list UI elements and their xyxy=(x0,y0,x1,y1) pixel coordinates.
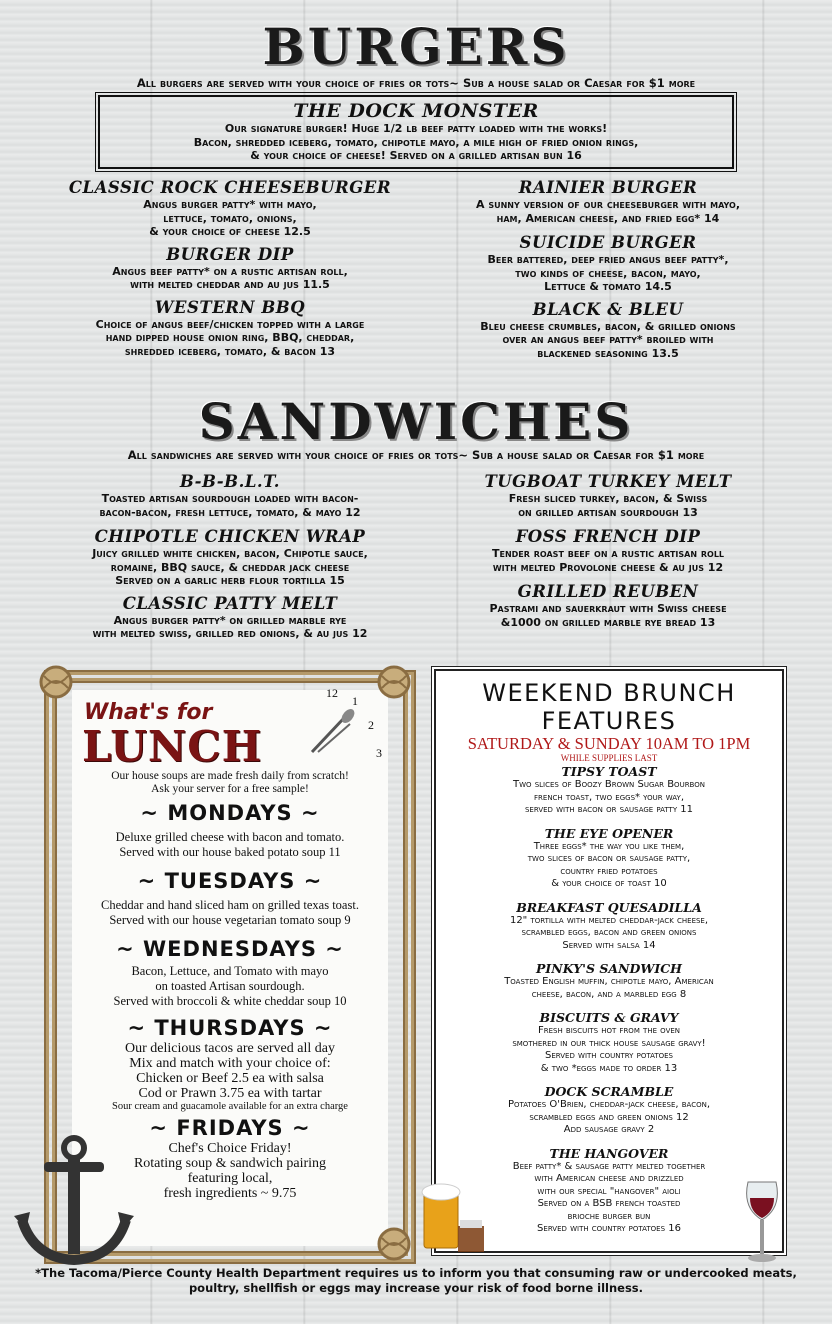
item-desc: two kinds of cheese, bacon, mayo, xyxy=(515,266,701,280)
item-name: THE HANGOVER xyxy=(549,1145,669,1161)
menu-item xyxy=(428,472,788,519)
item-desc: cheese, bacon, and a marbled egg 8 xyxy=(531,988,687,1000)
item-name: B-B-B.L.T. xyxy=(179,472,281,491)
day-monday: ~ MONDAYS ~ xyxy=(140,801,320,825)
item-desc: served with bacon or sausage patty 11 xyxy=(524,804,694,815)
item-name: TIPSY TOAST xyxy=(561,764,657,779)
menu-item xyxy=(40,298,420,359)
item-desc: lettuce, tomato, onions, xyxy=(163,211,297,225)
menu-item xyxy=(428,233,788,294)
item-desc: shredded iceberg, tomato, & bacon 13 xyxy=(124,344,336,358)
item-desc: Three eggs* the way you like them, xyxy=(533,840,685,852)
day-desc: Served with broccoli & white cheddar soup 10 xyxy=(113,994,347,1008)
brunch-schedule: SATURDAY & SUNDAY 10AM TO 1PM xyxy=(467,734,751,753)
item-name: SUICIDE BURGER xyxy=(519,233,697,252)
item-name: CLASSIC ROCK CHEESEBURGER xyxy=(68,178,392,197)
day-desc: Cod or Prawn 3.75 ea with tartar xyxy=(138,1086,322,1101)
item-desc: romaine, BBQ sauce, & cheddar jack cheese xyxy=(110,560,350,574)
item-name: CHIPOTLE CHICKEN WRAP xyxy=(94,527,366,546)
menu-item xyxy=(40,527,420,588)
clock-label: 3 xyxy=(376,746,382,760)
item-desc: Fresh sliced turkey, bacon, & Swiss xyxy=(508,492,708,505)
item-name: BURGER DIP xyxy=(166,244,294,264)
day-wednesday: ~ WEDNESDAYS ~ xyxy=(116,937,344,961)
burgers-title: BURGERS xyxy=(262,17,570,76)
item-desc: over an angus beef patty* broiled with xyxy=(502,333,714,346)
item-desc: Add sausage gravy 2 xyxy=(563,1124,655,1135)
brunch-panel xyxy=(434,669,784,1253)
item-desc: Juicy grilled white chicken, bacon, Chipotle sauce, xyxy=(92,547,368,560)
item-desc: Served with country potatoes xyxy=(545,1050,673,1061)
day-desc: Chef's Choice Friday! xyxy=(168,1141,292,1156)
sandwiches-left-column xyxy=(40,472,420,641)
menu-item xyxy=(436,1084,782,1137)
rope-knot-icon xyxy=(374,662,414,702)
item-desc: with our special "hangover" aioli xyxy=(537,1185,681,1197)
sandwiches-title: SANDWICHES xyxy=(198,392,634,451)
fork-spoon-icon xyxy=(304,708,364,758)
item-desc: Choice of angus beef/chicken topped with a large xyxy=(95,317,365,331)
item-desc: smothered in our thick house sausage gravy! xyxy=(512,1037,706,1049)
day-friday: ~ FRIDAYS ~ xyxy=(149,1116,311,1140)
item-desc: Angus burger patty* with mayo, xyxy=(143,198,317,211)
day-desc: fresh ingredients ~ 9.75 xyxy=(163,1186,297,1201)
clock-label: 1 xyxy=(352,694,358,708)
item-name: DOCK SCRAMBLE xyxy=(544,1084,674,1099)
menu-item xyxy=(428,300,788,361)
day-desc: Our delicious tacos are served all day xyxy=(125,1041,335,1056)
item-desc: bacon-bacon, fresh lettuce, tomato, & mayo 12 xyxy=(99,505,361,519)
item-desc: A sunny version of our cheeseburger with mayo, xyxy=(475,198,741,211)
item-name: WESTERN BBQ xyxy=(154,297,306,317)
menu-item xyxy=(40,245,420,292)
day-note: Sour cream and guacamole available for an extra charge xyxy=(112,1101,348,1112)
burgers-right-column xyxy=(428,178,788,360)
menu-item xyxy=(436,764,782,817)
sandwiches-subtitle: All sandwiches are served with your choice of fries or tots~ Sub a house salad or Caesar for $1 more xyxy=(127,448,705,462)
item-desc: with melted cheddar and au jus 11.5 xyxy=(130,278,330,291)
item-desc: on grilled artisan sourdough 13 xyxy=(518,505,698,519)
menu-item xyxy=(436,1010,782,1075)
day-desc: Served with our house baked potato soup 11 xyxy=(119,845,341,859)
item-desc: Fresh biscuits hot from the oven xyxy=(537,1025,681,1036)
item-desc: Toasted artisan sourdough loaded with bacon- xyxy=(101,492,359,505)
disclaimer-line: *The Tacoma/Pierce County Health Department requires us to inform you that consuming raw or undercooked meats, xyxy=(35,1266,797,1280)
beer-glass-icon xyxy=(418,1176,488,1256)
item-desc: Tender roast beef on a rustic artisan roll xyxy=(491,547,725,560)
item-desc: Beer battered, deep fried angus beef patty*, xyxy=(487,253,729,266)
item-desc: Served on a garlic herb flour tortilla 15 xyxy=(115,574,345,587)
burgers-left-column xyxy=(40,178,420,358)
item-desc: Beef patty* & sausage patty melted together xyxy=(512,1160,706,1172)
day-desc: Rotating soup & sandwich pairing xyxy=(133,1156,327,1171)
day-desc: featuring local, xyxy=(187,1171,273,1186)
item-desc: ham, American cheese, and fried egg* 14 xyxy=(496,211,720,225)
anchor-icon xyxy=(14,1132,134,1272)
lunch-intro: Ask your server for a free sample! xyxy=(151,783,309,795)
menu-item xyxy=(436,961,782,1001)
day-desc: Served with our house vegetarian tomato soup 9 xyxy=(109,913,351,927)
item-desc: french toast, two eggs* your way, xyxy=(534,791,684,803)
item-desc: two slices of bacon or sausage patty, xyxy=(527,853,691,864)
burgers-subtitle: All burgers are served with your choice of fries or tots~ Sub a house salad or Caesar for $1 more xyxy=(136,76,696,90)
menu-item xyxy=(428,527,788,574)
day-desc: Bacon, Lettuce, and Tomato with mayo xyxy=(131,964,329,978)
dock-monster-desc-1: Our signature burger! Huge 1/2 lb beef patty loaded with the works! xyxy=(224,122,608,135)
clock-label: 12 xyxy=(326,686,338,700)
day-desc: Deluxe grilled cheese with bacon and tomato. xyxy=(115,830,345,844)
menu-item xyxy=(40,178,420,239)
item-desc: 12" tortilla with melted cheddar-jack cheese, xyxy=(509,914,709,926)
item-desc: Served with country potatoes 16 xyxy=(537,1223,681,1234)
menu-item xyxy=(428,582,788,629)
dock-monster-name: THE DOCK MONSTER xyxy=(293,100,539,122)
clock-label: 2 xyxy=(368,718,374,732)
item-desc: Served with salsa 14 xyxy=(562,939,656,951)
day-tuesday: ~ TUESDAYS ~ xyxy=(137,869,323,893)
item-name: BLACK & BLEU xyxy=(532,299,684,319)
rope-knot-icon xyxy=(36,662,76,702)
disclaimer-line: poultry, shellfish or eggs may increase your risk of food borne illness. xyxy=(188,1281,644,1295)
item-desc: &1000 on grilled marble rye bread 13 xyxy=(500,615,716,629)
lunch-intro: Our house soups are made fresh daily from scratch! xyxy=(111,770,349,782)
item-desc: Angus burger patty* on grilled marble rye xyxy=(113,613,347,627)
item-desc: country fried potatoes xyxy=(560,865,658,877)
day-thursday: ~ THURSDAYS ~ xyxy=(127,1016,333,1040)
item-name: BISCUITS & GRAVY xyxy=(539,1010,679,1025)
rope-knot-icon xyxy=(374,1224,414,1264)
item-desc: with melted Provolone cheese & au jus 12 xyxy=(492,560,724,574)
item-desc: Toasted English muffin, chipotle mayo, American xyxy=(504,976,714,987)
item-desc: Potatoes O'Brien, cheddar-jack cheese, bacon, xyxy=(507,1099,711,1110)
item-name: GRILLED REUBEN xyxy=(517,582,699,601)
item-desc: scrambled eggs and green onions 12 xyxy=(529,1111,689,1123)
sandwiches-right-column xyxy=(428,472,788,629)
menu-item xyxy=(436,826,782,891)
item-name: BREAKFAST QUESADILLA xyxy=(516,899,702,915)
dock-monster-desc-3: & your choice of cheese! Served on a grilled artisan bun 16 xyxy=(250,149,582,162)
brunch-note: WHILE SUPPLIES LAST xyxy=(560,753,658,763)
item-name: PINKY'S SANDWICH xyxy=(536,961,682,976)
item-desc: & two *eggs made to order 13 xyxy=(540,1062,678,1074)
item-desc: Pastrami and sauerkraut with Swiss cheese xyxy=(489,602,727,615)
item-desc: & your choice of toast 10 xyxy=(551,878,667,889)
menu-item xyxy=(436,900,782,953)
wine-glass-icon xyxy=(730,1178,790,1268)
item-desc: Served on a BSB french toasted xyxy=(537,1198,681,1209)
item-name: FOSS FRENCH DIP xyxy=(515,527,701,546)
item-desc: blackened seasoning 13.5 xyxy=(537,346,679,360)
item-desc: hand dipped house onion ring, BBQ, cheddar, xyxy=(105,331,355,344)
menu-item xyxy=(40,594,420,641)
item-name: CLASSIC PATTY MELT xyxy=(122,593,338,613)
item-name: THE EYE OPENER xyxy=(544,825,674,841)
lunch-title-big: LUNCH xyxy=(82,722,263,771)
brunch-title: WEEKEND BRUNCH xyxy=(482,679,736,707)
item-name: TUGBOAT TURKEY MELT xyxy=(484,472,732,491)
item-desc: Lettuce & tomato 14.5 xyxy=(544,280,672,293)
dock-monster-box xyxy=(98,95,734,169)
item-desc: Bleu cheese crumbles, bacon, & grilled onions xyxy=(480,319,736,333)
health-disclaimer xyxy=(20,1266,812,1296)
day-desc: on toasted Artisan sourdough. xyxy=(155,979,305,993)
brunch-title: FEATURES xyxy=(541,707,677,735)
day-desc: Mix and match with your choice of: xyxy=(129,1056,331,1071)
item-desc: Two slices of Boozy Brown Sugar Bourbon xyxy=(513,779,705,790)
day-desc: Cheddar and hand sliced ham on grilled texas toast. xyxy=(101,898,359,912)
item-desc: & your choice of cheese 12.5 xyxy=(149,225,311,238)
item-desc: with American cheese and drizzled xyxy=(534,1173,684,1184)
lunch-title-small: What's for xyxy=(84,700,213,725)
item-desc: with melted swiss, grilled red onions, & au jus 12 xyxy=(92,627,368,640)
menu-item xyxy=(40,472,420,519)
day-desc: Chicken or Beef 2.5 ea with salsa xyxy=(136,1071,324,1086)
menu-item xyxy=(428,178,788,225)
item-name: RAINIER BURGER xyxy=(518,178,698,197)
dock-monster-desc-2: Bacon, shredded iceberg, tomato, chipotle mayo, a mile high of fried onion rings, xyxy=(193,135,639,149)
item-desc: Angus beef patty* on a rustic artisan roll, xyxy=(112,264,348,278)
item-desc: scrambled eggs, bacon and green onions xyxy=(521,927,697,938)
item-desc: brioche burger bun xyxy=(567,1210,651,1222)
